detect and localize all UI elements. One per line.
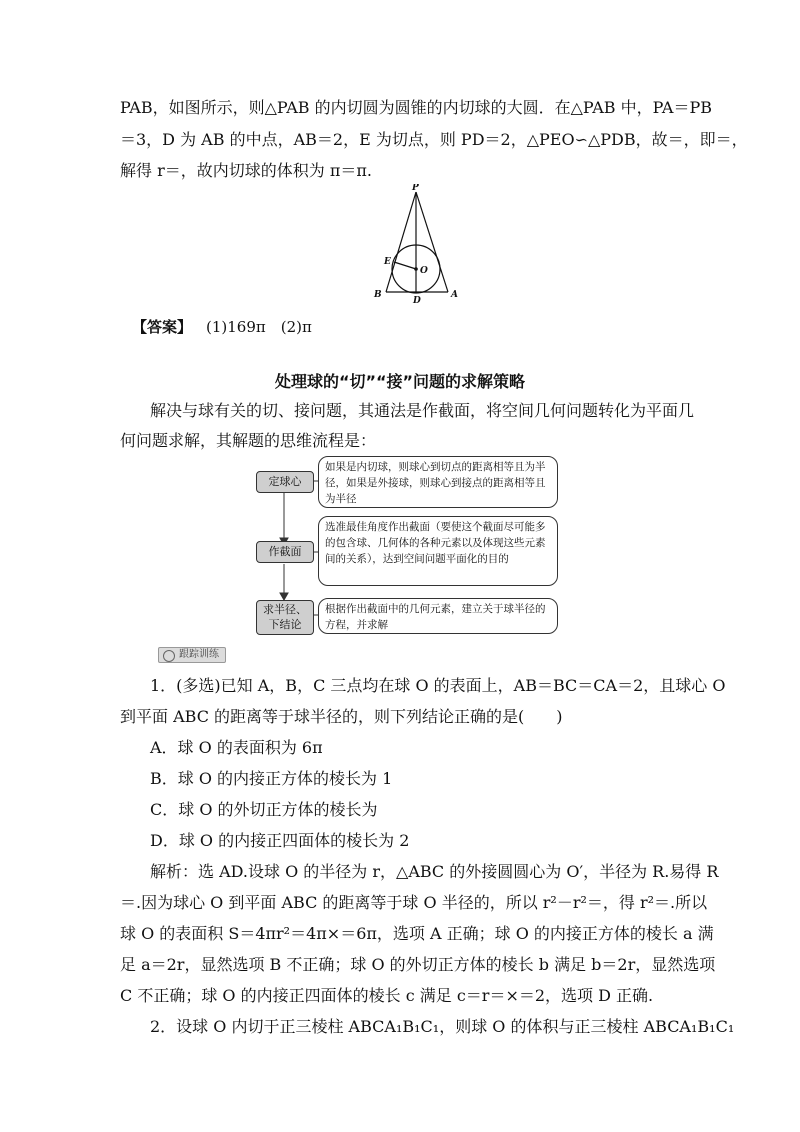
q1-option-a: A．球 O 的表面积为 6π bbox=[150, 738, 323, 757]
q1-option-b: B．球 O 的内接正方体的棱长为 1 bbox=[150, 769, 393, 788]
solution-line-5: C 不正确；球 O 的内接正四面体的棱长 c 满足 c＝r＝×＝2，选项 D 正确. bbox=[120, 986, 654, 1005]
flow-step3-line1: 求半径、 bbox=[263, 603, 307, 616]
solution-line-3: 球 O 的表面积 S＝4πr²＝4π×＝6π，选项 A 正确；球 O 的内接正方体的棱长 a 满 bbox=[120, 924, 714, 943]
label-A: A bbox=[451, 290, 458, 300]
section-heading: 处理球的“切”“接”问题的求解策略 bbox=[274, 372, 526, 391]
section-line-2: 何问题求解，其解题的思维流程是： bbox=[120, 431, 377, 450]
flow-step-make-section: 作截面 bbox=[256, 541, 314, 563]
flow-step-find-radius bbox=[256, 600, 314, 635]
label-E: E bbox=[384, 257, 391, 267]
answer-label: 【答案】 bbox=[132, 318, 193, 336]
label-D: D bbox=[413, 296, 421, 306]
intro-line-2: ＝3，D 为 AB 的中点，AB＝2，E 为切点，则 PD＝2，△PEO∽△PDB，故＝，即＝， bbox=[120, 130, 748, 149]
intro-line-1: PAB，如图所示，则△PAB 的内切圆为圆锥的内切球的大圆．在△PAB 中，PA＝PB bbox=[120, 98, 712, 117]
solution-line-2: ＝.因为球心 O 到平面 ABC 的距离等于球 O 半径的，所以 r²－r²＝，得 r²＝.所以 bbox=[120, 893, 708, 912]
q1-option-d: D．球 O 的内接正四面体的棱长为 2 bbox=[150, 831, 410, 850]
label-B: B bbox=[374, 290, 382, 300]
badge-icon bbox=[163, 650, 175, 662]
flow-step3-line2: 下结论 bbox=[268, 618, 302, 631]
label-O: O bbox=[420, 266, 428, 276]
q1-line-1: 1．(多选)已知 A，B，C 三点均在球 O 的表面上，AB＝BC＝CA＝2，且球心 O bbox=[150, 676, 726, 695]
label-P: P bbox=[412, 184, 419, 193]
cone-inscribed-sphere-figure bbox=[366, 184, 476, 309]
q1-line-2: 到平面 ABC 的距离等于球半径的，则下列结论正确的是( ) bbox=[120, 707, 563, 726]
flow-step-define-center: 定球心 bbox=[256, 471, 314, 493]
intro-line-3: 解得 r＝，故内切球的体积为 π＝π. bbox=[120, 161, 372, 180]
answer-text: (1)169π (2)π bbox=[206, 318, 312, 336]
solution-line-4: 足 a＝2r，显然选项 B 不正确；球 O 的外切正方体的棱长 b 满足 b＝2r，显然选项 bbox=[120, 955, 716, 974]
badge-label: 跟踪训练 bbox=[179, 649, 219, 660]
solution-line-1: 解析：选 AD.设球 O 的半径为 r，△ABC 的外接圆圆心为 O′，半径为 R.易得 R bbox=[150, 862, 719, 881]
practice-badge bbox=[158, 647, 226, 663]
flow-desc-2: 选准最佳角度作出截面（要使这个截面尽可能多的包含球、几何体的各种元素以及体现这些元素间的关系），达到空间问题平面化的目的 bbox=[318, 516, 558, 586]
q2-line-1: 2．设球 O 内切于正三棱柱 ABCA₁B₁C₁，则球 O 的体积与正三棱柱 ABCA₁B₁C₁ bbox=[150, 1017, 735, 1036]
flow-desc-3: 根据作出截面中的几何元素，建立关于球半径的方程，并求解 bbox=[318, 598, 558, 634]
flow-desc-1: 如果是内切球，则球心到切点的距离相等且为半径，如果是外接球，则球心到接点的距离相等且为半径 bbox=[318, 456, 558, 508]
q1-option-c: C．球 O 的外切正方体的棱长为 bbox=[150, 800, 378, 819]
section-line-1: 解决与球有关的切、接问题，其通法是作截面，将空间几何问题转化为平面几 bbox=[150, 401, 695, 420]
answer-line bbox=[132, 316, 312, 337]
